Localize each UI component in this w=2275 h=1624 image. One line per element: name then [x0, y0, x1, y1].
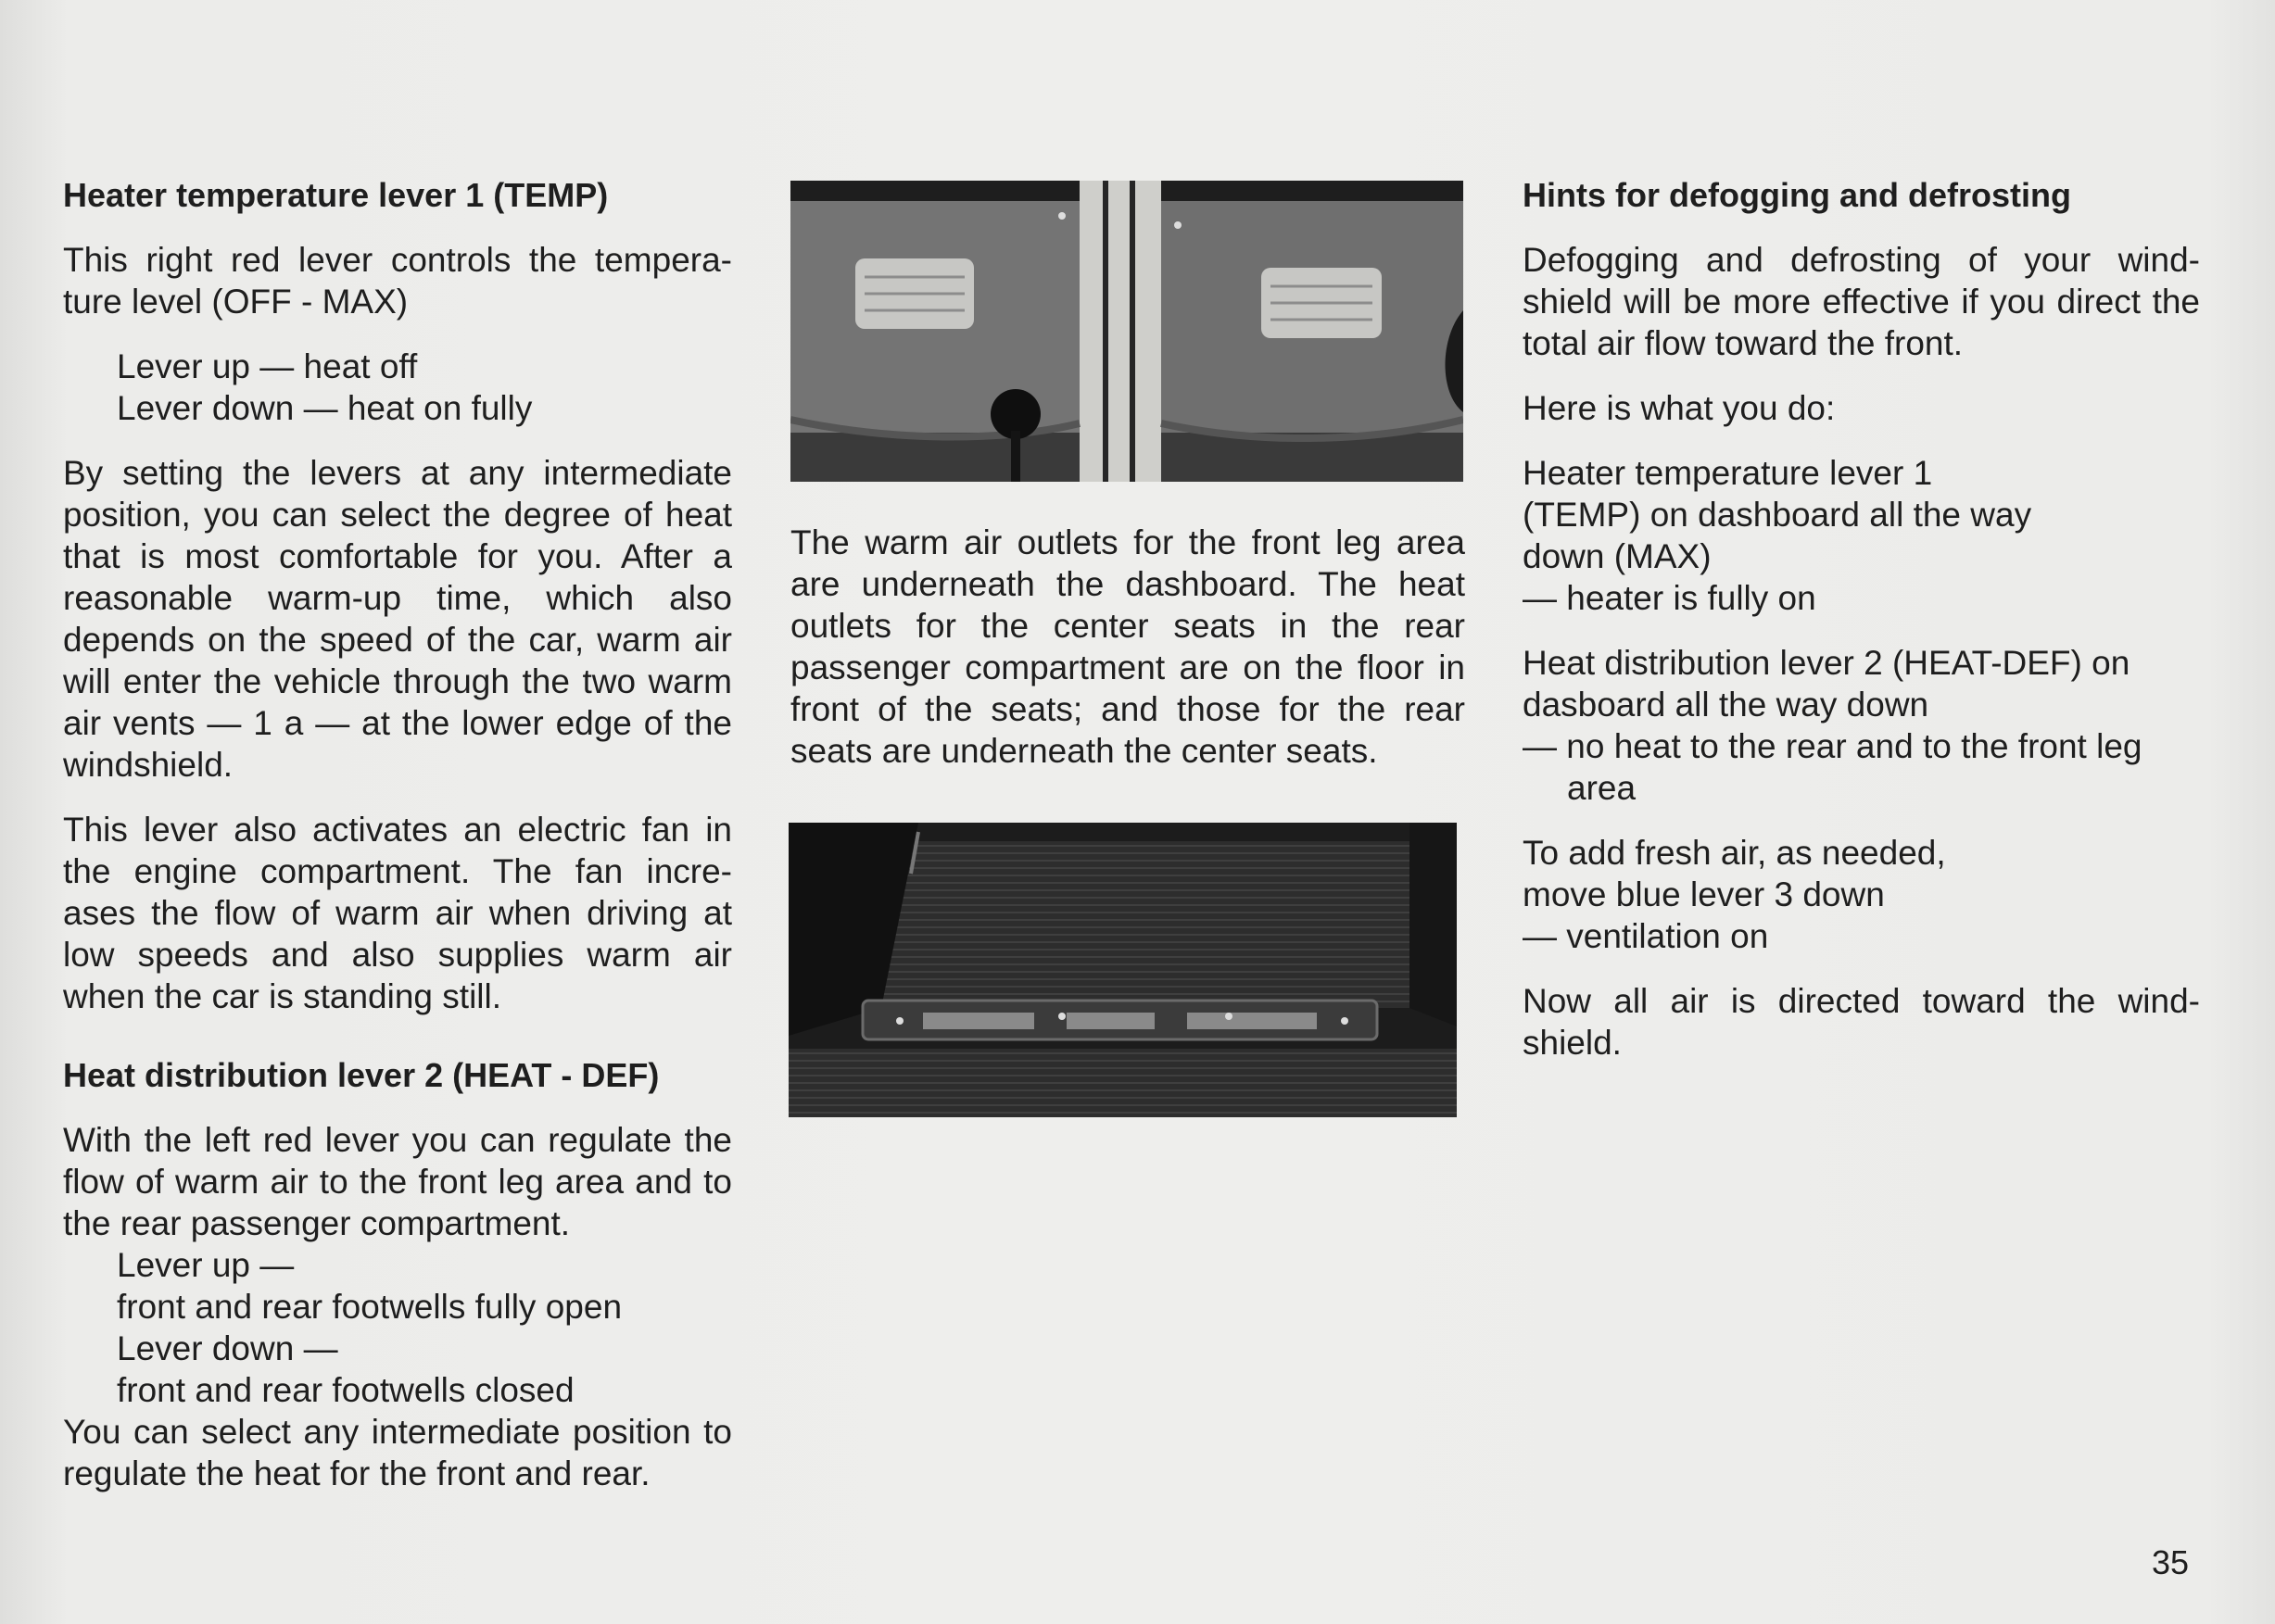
distribution-lever-up: Lever up — [117, 1246, 295, 1284]
heading-heater-temperature: Heater temperature lever 1 (TEMP) [63, 176, 609, 214]
intermediate-position-note: You can select any intermediate position to regulate the heat for the front and rear. [63, 1413, 732, 1492]
dashboard-outlets-illustration [790, 181, 1463, 482]
page-number: 35 [2152, 1543, 2190, 1581]
left-column [63, 174, 732, 1494]
middle-column [790, 522, 1465, 772]
temp-lever-up: Lever up — heat off [117, 347, 418, 385]
step3-line1: To add fresh air, as needed, [1523, 834, 1946, 872]
step1-line1: Heater temperature lever 1 [1523, 454, 1933, 492]
intermediate-position-paragraph: By setting the levers at any intermediate position, you can select the degree of heat that is most comfortable for you. After a reasonable warm-up time, which also depends on the speed of the car, warm air will enter the vehicle through the two warm air vents — 1 a — at the lower edge of the windshield. [63, 454, 732, 784]
step2-line2: dasboard all the way down [1523, 686, 1929, 724]
defogging-intro: Defogging and defrosting of your wind-shield will be more effective if you direct the total air flow toward the front. [1523, 241, 2200, 362]
distribution-lever-down: Lever down — [117, 1329, 338, 1367]
heat-distribution-intro: With the left red lever you can regulate the flow of warm air to the front leg area and to the rear passenger compartment. [63, 1121, 732, 1242]
step2-result: — no heat to the rear and to the front leg area [1523, 727, 2142, 807]
temp-lever-down: Lever down — heat on fully [117, 389, 533, 427]
floor-outlet-illustration [789, 823, 1457, 1117]
heading-defogging-defrosting: Hints for defogging and defrosting [1523, 176, 2071, 214]
what-you-do: Here is what you do: [1523, 389, 1836, 427]
right-column [1523, 174, 2200, 1064]
photo-floor-heat-outlet [789, 823, 1457, 1117]
photo-dashboard-air-outlets [790, 181, 1463, 482]
step3-result: — ventilation on [1523, 917, 1769, 955]
air-directed-note: Now all air is directed toward the wind-shield. [1523, 982, 2200, 1062]
step2-line1: Heat distribution lever 2 (HEAT-DEF) on [1523, 644, 2130, 682]
step1-result: — heater is fully on [1523, 579, 1816, 617]
distribution-lever-up-desc: front and rear footwells fully open [117, 1288, 623, 1326]
heading-heat-distribution: Heat distribution lever 2 (HEAT - DEF) [63, 1056, 660, 1094]
warm-air-outlets-caption: The warm air outlets for the front leg area are underneath the dashboard. The heat outlets for the center seats in the rear passenger compartment are on the floor in front of the seats; and those for the rear seats are underneath the center seats. [790, 523, 1465, 770]
distribution-lever-down-desc: front and rear footwells closed [117, 1371, 575, 1409]
electric-fan-paragraph: This lever also activates an electric fan in the engine compartment. The fan incre-ases the flow of warm air when driving at low speeds and also supplies warm air when the car is standing still. [63, 811, 732, 1015]
step3-line2: move blue lever 3 down [1523, 875, 1885, 913]
step1-line2: (TEMP) on dashboard all the way [1523, 496, 2032, 534]
temp-lever-intro: This right red lever controls the tempera-ture level (OFF - MAX) [63, 241, 732, 321]
step1-line3: down (MAX) [1523, 537, 1712, 575]
